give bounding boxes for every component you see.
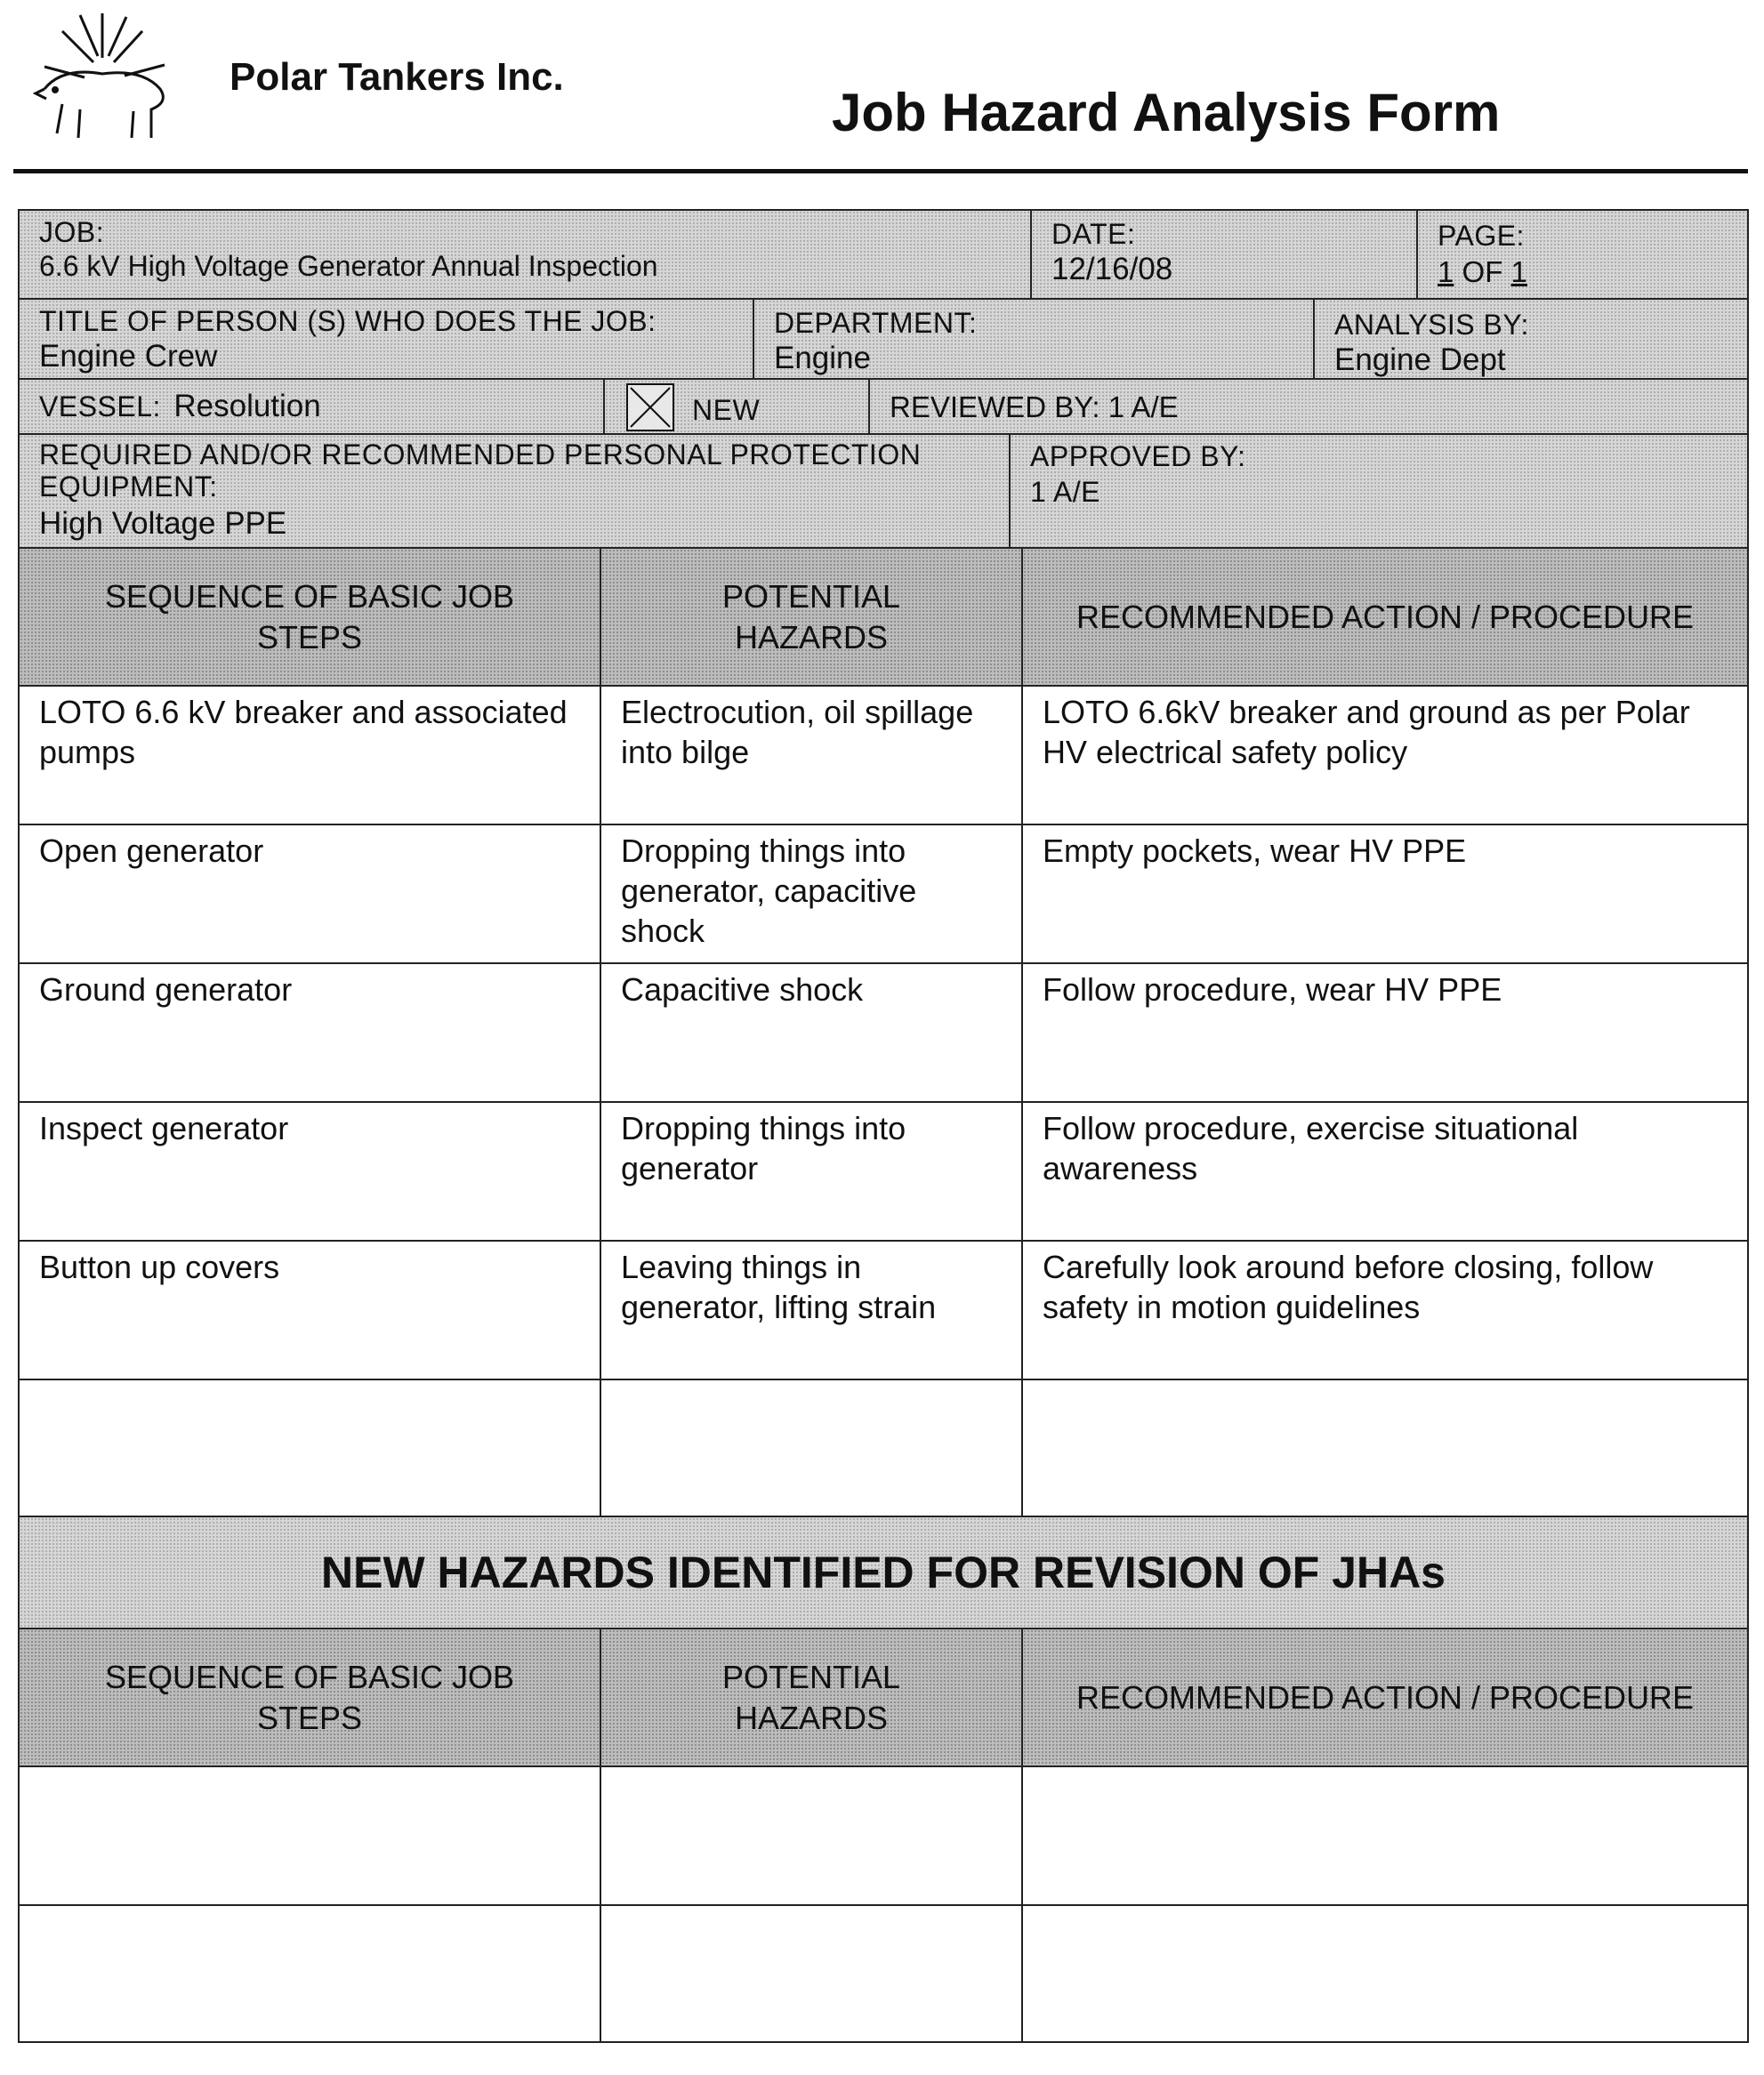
company-name: Polar Tankers Inc. (230, 55, 564, 99)
date-cell (1030, 209, 1418, 300)
analysis-by-label: ANALYSIS BY: (1334, 309, 1529, 341)
ppe-label-line1: REQUIRED AND/OR RECOMMENDED PERSONAL PROTECTION (39, 438, 922, 470)
job-value: 6.6 kV High Voltage Generator Annual Inspection (39, 250, 658, 282)
row-6-step (18, 1379, 601, 1517)
new-col-header-hazards: POTENTIAL HAZARDS (600, 1628, 1023, 1767)
ppe-label-line2: EQUIPMENT: (39, 470, 218, 503)
header-rule (13, 169, 1748, 173)
date-label: DATE: (1051, 218, 1136, 250)
page-label: PAGE: (1438, 220, 1525, 252)
reviewed-by-value: 1 A/E (1108, 390, 1179, 423)
form-title: Job Hazard Analysis Form (832, 83, 1501, 142)
hazard-table (18, 685, 1749, 1517)
row-3-action: Follow procedure, wear HV PPE (1021, 962, 1749, 1103)
row-4-action: Follow procedure, exercise situational awareness (1021, 1101, 1749, 1242)
page-total: 1 (1510, 255, 1527, 288)
row-3-hazard: Capacitive shock (600, 962, 1023, 1103)
new-cell (603, 378, 870, 435)
department-label: DEPARTMENT: (774, 307, 978, 339)
row-5-step: Button up covers (18, 1240, 601, 1380)
row-1-step: LOTO 6.6 kV breaker and associated pumps (18, 685, 601, 825)
new-row-1-step[interactable] (18, 1765, 601, 1906)
job-cell (18, 209, 1032, 300)
new-hazards-table (18, 1765, 1749, 2043)
new-row-2-hazard[interactable] (600, 1904, 1023, 2043)
col-header-action: RECOMMENDED ACTION / PROCEDURE (1021, 547, 1749, 687)
ppe-cell (18, 433, 1011, 549)
new-hazards-title: NEW HAZARDS IDENTIFIED FOR REVISION OF JHAs (18, 1516, 1749, 1629)
new-label: NEW (692, 394, 761, 426)
title-person-label: TITLE OF PERSON (S) WHO DOES THE JOB: (39, 305, 656, 337)
new-col-header-steps: SEQUENCE OF BASIC JOB STEPS (18, 1628, 601, 1767)
analysis-by-value: Engine Dept (1334, 342, 1506, 377)
row-2-action: Empty pockets, wear HV PPE (1021, 824, 1749, 964)
row-4-hazard: Dropping things into generator (600, 1101, 1023, 1242)
page-cell (1416, 209, 1749, 300)
row-2-hazard: Dropping things into generator, capacitive shock (600, 824, 1023, 964)
new-row-2-action[interactable] (1021, 1904, 1749, 2043)
new-col-header-action: RECOMMENDED ACTION / PROCEDURE (1021, 1628, 1749, 1767)
new-row-1-action[interactable] (1021, 1765, 1749, 1906)
col-header-steps: SEQUENCE OF BASIC JOB STEPS (18, 547, 601, 687)
row-1-hazard: Electrocution, oil spillage into bilge (600, 685, 1023, 825)
row-4-step: Inspect generator (18, 1101, 601, 1242)
vessel-cell (18, 378, 605, 435)
vessel-field (39, 389, 321, 424)
vessel-value: Resolution (173, 389, 321, 423)
company-logo (27, 4, 182, 156)
reviewed-by-cell (868, 378, 1749, 435)
row-1-action: LOTO 6.6kV breaker and ground as per Polar HV electrical safety policy (1021, 685, 1749, 825)
reviewed-by-label: REVIEWED BY: (890, 390, 1100, 423)
department-value: Engine (774, 341, 871, 375)
department-cell (753, 298, 1315, 380)
checkbox-x-icon (628, 385, 673, 430)
row-5-action: Carefully look around before closing, follow safety in motion guidelines (1021, 1240, 1749, 1380)
col-header-hazards: POTENTIAL HAZARDS (600, 547, 1023, 687)
row-6-action (1021, 1379, 1749, 1517)
approved-by-label: APPROVED BY: (1030, 440, 1246, 472)
title-person-value: Engine Crew (39, 339, 218, 374)
row-5-hazard: Leaving things in generator, lifting strain (600, 1240, 1023, 1380)
title-person-cell (18, 298, 754, 380)
job-label: JOB: (39, 216, 105, 248)
approved-by-value: 1 A/E (1030, 476, 1100, 508)
reviewed-by-field (890, 390, 1179, 424)
row-2-step: Open generator (18, 824, 601, 964)
new-row-1-hazard[interactable] (600, 1765, 1023, 1906)
row-3-step: Ground generator (18, 962, 601, 1103)
analysis-by-cell (1313, 298, 1749, 380)
ppe-value: High Voltage PPE (39, 506, 287, 541)
page-number (1438, 255, 1527, 289)
new-checkbox[interactable] (626, 383, 674, 431)
new-row-2-step[interactable] (18, 1904, 601, 2043)
row-6-hazard (600, 1379, 1023, 1517)
page-current: 1 (1438, 255, 1454, 288)
vessel-label: VESSEL: (39, 390, 161, 422)
date-value: 12/16/08 (1051, 252, 1173, 286)
page-of: OF (1462, 255, 1503, 288)
approved-by-cell (1009, 433, 1749, 549)
